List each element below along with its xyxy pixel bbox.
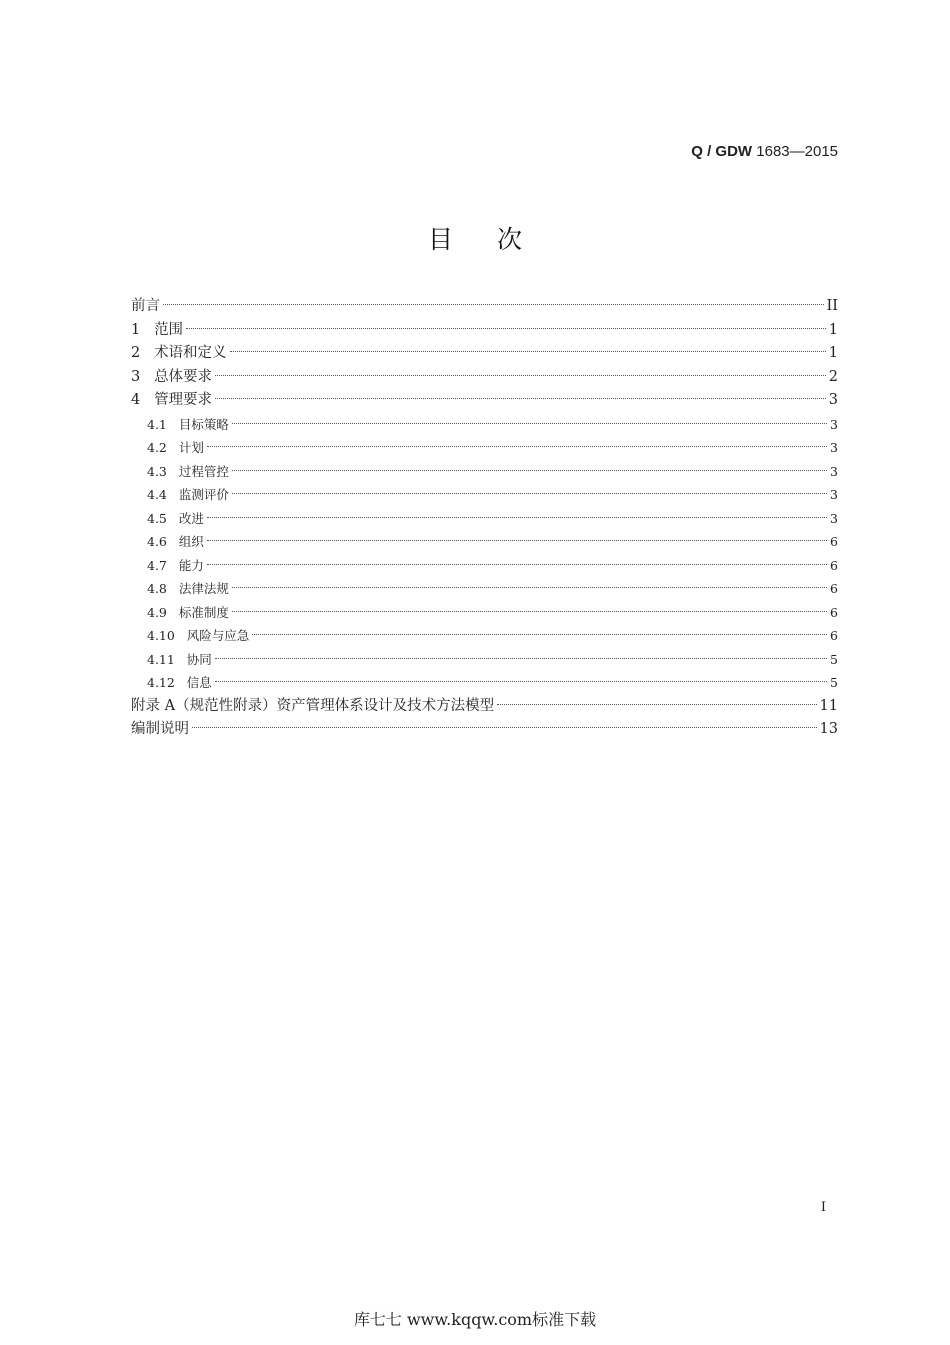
toc-entry-number: 4.2 xyxy=(147,440,179,455)
toc-entry-page: 1 xyxy=(828,321,838,338)
toc-entry-number: 4.3 xyxy=(147,463,179,479)
toc-entry-page: 5 xyxy=(830,651,838,667)
toc-entry-page: 13 xyxy=(819,721,838,737)
toc-entry-page: 3 xyxy=(830,487,838,502)
toc-entry-number: 4.4 xyxy=(147,487,179,502)
toc-dot-leader xyxy=(207,446,827,447)
toc-entry[interactable] xyxy=(131,389,838,413)
toc-entry-label: 总体要求 xyxy=(154,368,213,385)
toc-entry-page: II xyxy=(826,298,838,314)
toc-dot-leader xyxy=(232,611,827,612)
toc-entry-label: 法律法规 xyxy=(178,581,229,596)
toc-dot-leader xyxy=(232,470,827,471)
toc-entry[interactable] xyxy=(131,695,838,719)
toc-entry[interactable] xyxy=(131,648,838,672)
toc-entry[interactable] xyxy=(131,718,838,742)
toc-title: 目次 xyxy=(427,225,566,254)
toc-dot-leader xyxy=(207,564,827,565)
toc-entry-label: 组织 xyxy=(178,534,204,549)
toc-entry-label: 协同 xyxy=(186,651,212,667)
toc-dot-leader xyxy=(497,704,816,705)
toc-entry-page: 6 xyxy=(830,628,838,643)
toc-entry-label: 过程管控 xyxy=(178,463,229,479)
toc-entry-label: 风险与应急 xyxy=(186,628,250,643)
toc-entry[interactable] xyxy=(131,319,838,343)
toc-dot-leader xyxy=(215,375,826,376)
table-of-contents xyxy=(131,295,838,742)
toc-entry-number: 4.11 xyxy=(147,651,187,667)
toc-entry-label: 术语和定义 xyxy=(154,345,227,361)
toc-dot-leader xyxy=(230,351,826,352)
toc-entry-page: 3 xyxy=(830,463,838,479)
toc-entry-number: 4.9 xyxy=(147,604,179,620)
toc-entry-page: 5 xyxy=(830,675,838,690)
toc-entry[interactable] xyxy=(131,554,838,578)
toc-entry[interactable] xyxy=(131,413,838,437)
toc-entry[interactable] xyxy=(131,366,838,390)
toc-entry-number: 4.10 xyxy=(147,628,187,643)
document-code-prefix: Q / GDW xyxy=(691,143,753,160)
toc-dot-leader xyxy=(207,517,827,518)
toc-entry[interactable] xyxy=(131,295,838,319)
toc-entry[interactable] xyxy=(131,577,838,601)
toc-dot-leader xyxy=(163,304,824,305)
toc-entry-number: 4.5 xyxy=(147,510,179,526)
toc-entry-number: 1 xyxy=(131,321,155,338)
toc-entry-label: 范围 xyxy=(154,321,184,338)
toc-entry-number: 4.6 xyxy=(147,534,179,549)
toc-entry-number: 3 xyxy=(131,368,155,385)
toc-entry[interactable] xyxy=(131,601,838,625)
toc-entry-number: 4.1 xyxy=(147,416,179,432)
toc-dot-leader xyxy=(192,727,817,728)
toc-entry-label: 监测评价 xyxy=(178,487,229,502)
toc-entry-label: 附录 A（规范性附录）资产管理体系设计及技术方法模型 xyxy=(131,697,495,714)
document-code-number: 1683—2015 xyxy=(752,143,838,160)
toc-entry-number: 4.12 xyxy=(147,675,187,690)
toc-entry[interactable] xyxy=(131,436,838,460)
toc-dot-leader xyxy=(232,493,827,494)
toc-dot-leader xyxy=(232,587,827,588)
toc-entry[interactable] xyxy=(131,483,838,507)
toc-dot-leader xyxy=(252,634,827,635)
toc-entry-label: 计划 xyxy=(178,440,204,455)
footer-watermark: 库七七 www.kqqw.com标准下载 xyxy=(353,1310,597,1329)
toc-entry-page: 3 xyxy=(828,392,838,408)
toc-entry-label: 管理要求 xyxy=(154,392,213,408)
toc-entry-label: 标准制度 xyxy=(178,604,229,620)
toc-entry-page: 3 xyxy=(830,510,838,526)
toc-entry[interactable] xyxy=(131,460,838,484)
toc-entry-page: 3 xyxy=(830,416,838,432)
toc-entry-number: 4.8 xyxy=(147,581,179,596)
toc-dot-leader xyxy=(215,398,826,399)
toc-entry-page: 6 xyxy=(830,534,838,549)
toc-entry-page: 6 xyxy=(830,557,838,573)
toc-entry-label: 目标策略 xyxy=(178,416,229,432)
toc-dot-leader xyxy=(215,658,827,659)
toc-dot-leader xyxy=(232,423,827,424)
toc-entry-page: 6 xyxy=(830,604,838,620)
toc-dot-leader xyxy=(215,681,827,682)
document-code xyxy=(691,143,838,160)
toc-entry-page: 6 xyxy=(830,581,838,596)
toc-entry-page: 3 xyxy=(830,440,838,455)
toc-entry[interactable] xyxy=(131,624,838,648)
toc-entry-number: 4.7 xyxy=(147,557,179,573)
toc-entry[interactable] xyxy=(131,507,838,531)
toc-entry-page: 11 xyxy=(819,697,838,714)
toc-entry-label: 信息 xyxy=(186,675,212,690)
toc-entry-number: 2 xyxy=(131,345,155,361)
toc-dot-leader xyxy=(186,328,826,329)
toc-entry[interactable] xyxy=(131,342,838,366)
toc-entry-label: 编制说明 xyxy=(131,721,189,737)
toc-entry-label: 改进 xyxy=(178,510,204,526)
toc-entry[interactable] xyxy=(131,530,838,554)
toc-entry-label: 前言 xyxy=(131,298,160,314)
toc-dot-leader xyxy=(207,540,827,541)
toc-entry-label: 能力 xyxy=(178,557,204,573)
toc-entry-page: 1 xyxy=(828,345,838,361)
toc-entry-number: 4 xyxy=(131,392,155,408)
toc-entry-page: 2 xyxy=(828,368,838,385)
page-number: I xyxy=(820,1200,826,1215)
toc-entry[interactable] xyxy=(131,671,838,695)
